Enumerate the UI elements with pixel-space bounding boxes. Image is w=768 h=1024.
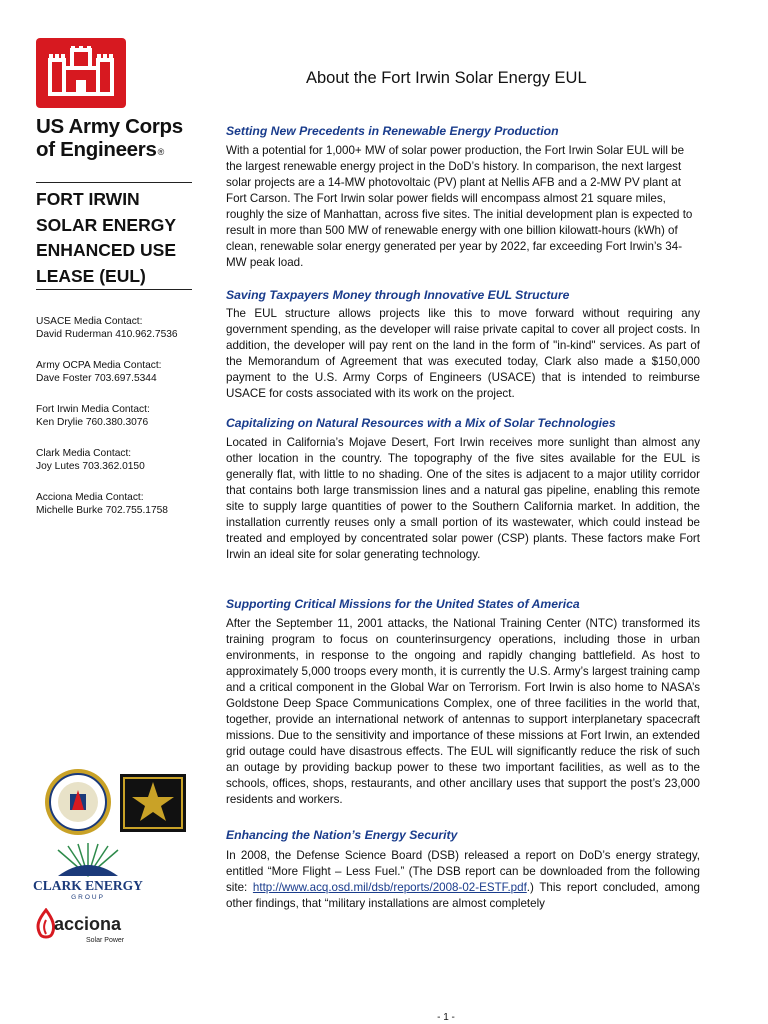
project-title-line: LEASE (EUL) <box>36 265 146 286</box>
project-title-line: ENHANCED USE <box>36 240 177 260</box>
army-department-seal-icon <box>45 769 111 835</box>
contact-name: Michelle Burke 702.755.1758 <box>36 505 168 516</box>
page-title: About the Fort Irwin Solar Energy EUL <box>306 69 587 87</box>
contact-label: USACE Media Contact: <box>36 316 143 327</box>
acciona-subtitle: Solar Power <box>86 937 125 944</box>
registered-mark: ® <box>157 147 164 157</box>
section-heading: Saving Taxpayers Money through Innovative EUL Structure <box>226 288 570 302</box>
dsb-report-link[interactable]: http://www.acq.osd.mil/dsb/reports/2008-02-ESTF.pdf <box>252 881 527 894</box>
clark-energy-logo <box>28 840 158 900</box>
contact-name: Ken Drylie 760.380.3076 <box>36 417 149 428</box>
section-heading: Enhancing the Nation’s Energy Security <box>226 828 458 842</box>
castle-icon <box>46 46 116 100</box>
brand-name-line2 <box>36 138 164 162</box>
brand-name-line2-text: of Engineers <box>36 138 157 161</box>
project-title-line: SOLAR ENERGY <box>36 214 177 235</box>
contact-label: Fort Irwin Media Contact: <box>36 404 150 415</box>
section-body <box>226 848 700 912</box>
contact-clark <box>36 447 196 473</box>
sunrise-icon <box>28 840 148 878</box>
contact-acciona <box>36 491 196 517</box>
contact-label: Army OCPA Media Contact: <box>36 360 162 371</box>
section-body: After the September 11, 2001 attacks, the National Training Center (NTC) transformed its training program to focus on counterinsurgency operations, including those in urban environments, in response to the ongoing and rapidly changing battlefield. As host to approximately 5,000 troops every month, it is currently the U.S. Army’s largest training camp and a critical component in the Global War on Terrorism. Fort Irwin is also home to NASA’s Goldstone Deep Space Communications Complex, one of three facilities in the world that, together, provide an international network of antennas to support interplanetary spacecraft missions. Due to the sensitivity and importance of these missions at Fort Irwin, an extended grid outage could have disastrous effects. The EUL will significantly reduce the risk of such an outage by providing backup power to these two important facilities, as well as to the schools, offices, shops, restaurants, and other ancillary uses that support the post’s 23,000 residents and workers. <box>226 617 700 806</box>
section-body-text: .) This report concluded, among other findings, that “military installations are almost completely <box>226 881 700 910</box>
section-heading: Supporting Critical Missions for the United States of America <box>226 597 580 611</box>
department-seals <box>44 766 194 838</box>
contact-name: Dave Foster 703.697.5344 <box>36 373 157 384</box>
contact-label: Acciona Media Contact: <box>36 492 144 503</box>
usace-castle-logo <box>36 38 126 108</box>
media-contacts <box>36 315 196 535</box>
acciona-name: acciona <box>54 914 122 934</box>
clark-group-label: GROUP <box>71 894 105 901</box>
section-body: Located in California’s Mojave Desert, Fort Irwin receives more sunlight than almost any other location in the country. The topography of the five sites available for the EUL is generally flat, with little to no shading. One of the sites is adjacent to a major utility corridor that contains both large transmission lines and a natural gas pipeline, enabling this remote site to supply large quantities of power to the Southern California market. In addition, the installation currently reuses only a small portion of its wastewater, which could instead be treated and employed by concentrated solar power (CSP) plants. These factors make Fort Irwin an ideal site for solar generating technology. <box>226 436 700 561</box>
section-body: With a potential for 1,000+ MW of solar power production, the Fort Irwin Solar EUL will be the largest renewable energy project in the DoD’s history. In comparison, the next largest solar projects are a 14-MW photovoltaic (PV) plant at Nellis AFB and a 2-MW PV plant at Fort Carson. The Fort Irwin solar power fields will encompass almost 21 square miles, roughly the size of Manhattan, across five sites. The initial development plan is expected to result in more than 500 MW of renewable energy with one billion kilowatt-hours (kWh) of clean, renewable solar energy generated per year by 2022, far exceeding Fort Irwin’s 34-MW peak load. <box>226 144 693 269</box>
contact-label: Clark Media Contact: <box>36 448 132 459</box>
section-body-text: In 2008, the Defense Science Board (DSB) released a report on DoD’s energy strategy, entitled “More Flight – Less Fuel.” (The DSB report can be downloaded from the following site: <box>226 849 700 894</box>
section-body: The EUL structure allows projects like this to move forward without requiring any government spending, as the developer will raise private capital to cover all project costs. In addition, the developer will pay rent on the land in the form of "in-kind" services. As part of the Memorandum of Agreement that was executed today, Clark also made a $150,000 payment to the U.S. Army Corps of Engineers (USACE) that is intended to reimburse USACE for costs associated with its work on the project. <box>226 307 700 400</box>
contact-fort-irwin <box>36 403 196 429</box>
divider-bottom <box>36 289 192 290</box>
army-star-emblem-icon <box>120 774 186 832</box>
contact-usace <box>36 315 196 341</box>
contact-name: Joy Lutes 703.362.0150 <box>36 461 145 472</box>
brand-name-line1: US Army Corps <box>36 115 183 138</box>
contact-name: David Ruderman 410.962.7536 <box>36 329 178 340</box>
divider-top <box>36 182 192 183</box>
contact-army-ocpa <box>36 359 196 385</box>
page-number: - 1 - <box>437 1012 455 1023</box>
acciona-logo <box>30 904 150 954</box>
clark-energy-name: CLARK ENERGY <box>33 878 143 893</box>
project-title <box>36 187 196 289</box>
project-title-line: FORT IRWIN <box>36 189 140 209</box>
section-heading: Capitalizing on Natural Resources with a Mix of Solar Technologies <box>226 416 616 430</box>
section-heading: Setting New Precedents in Renewable Energy Production <box>226 124 559 138</box>
